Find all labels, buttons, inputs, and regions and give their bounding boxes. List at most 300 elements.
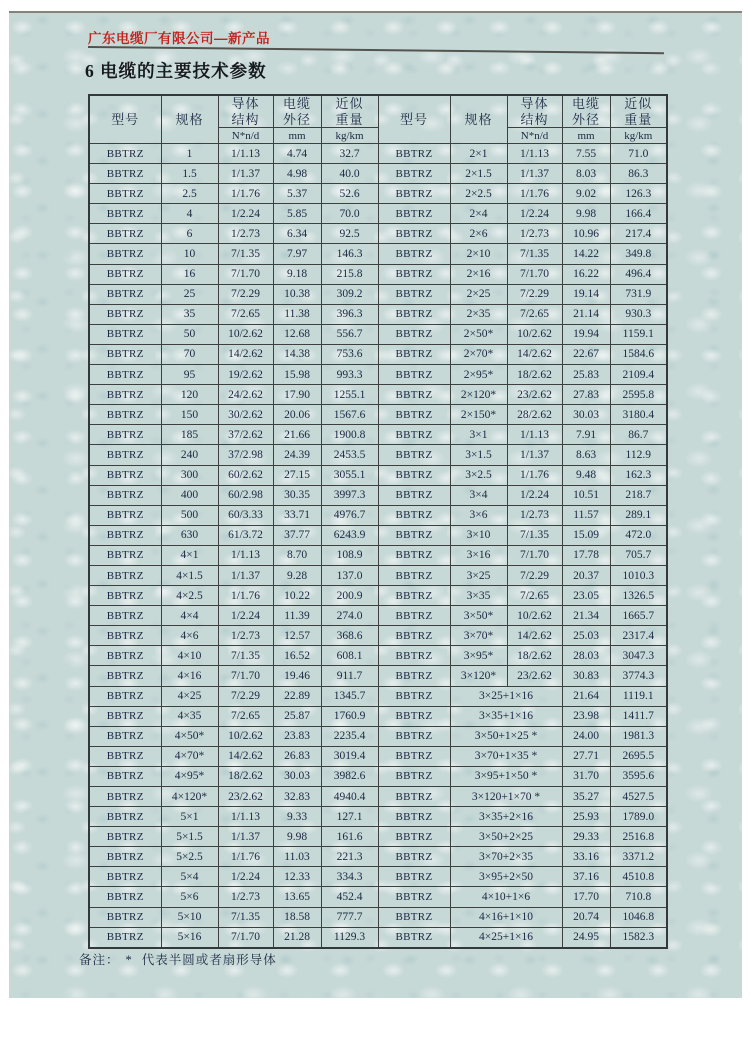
structure-cell: 7/2.65 xyxy=(507,304,562,324)
od-cell: 37.77 xyxy=(273,525,321,545)
table-row xyxy=(89,405,667,425)
model-cell: BBTRZ xyxy=(378,204,450,224)
od-cell: 6.34 xyxy=(273,224,321,244)
structure-cell: 1/1.13 xyxy=(218,545,273,565)
structure-cell: 30/2.62 xyxy=(218,405,273,425)
spec-cell: 5×6 xyxy=(161,887,218,907)
spec-cell: 4×1 xyxy=(161,545,218,565)
weight-cell: 1010.3 xyxy=(610,565,667,585)
table-row xyxy=(89,927,667,948)
model-cell: BBTRZ xyxy=(378,425,450,445)
od-cell: 27.83 xyxy=(562,385,610,405)
model-cell: BBTRZ xyxy=(378,847,450,867)
model-cell: BBTRZ xyxy=(378,184,450,204)
spec-cell: 3×35+2×16 xyxy=(450,807,562,827)
model-cell: BBTRZ xyxy=(89,766,161,786)
model-cell: BBTRZ xyxy=(378,365,450,385)
spec-cell: 3×10 xyxy=(450,525,507,545)
weight-cell: 496.4 xyxy=(610,264,667,284)
model-cell: BBTRZ xyxy=(89,686,161,706)
model-cell: BBTRZ xyxy=(378,385,450,405)
unit-od-right: mm xyxy=(562,128,610,144)
spec-cell: 4×10+1×6 xyxy=(450,887,562,907)
od-cell: 9.28 xyxy=(273,565,321,585)
table-row xyxy=(89,224,667,244)
model-cell: BBTRZ xyxy=(89,184,161,204)
structure-cell: 7/1.70 xyxy=(218,666,273,686)
structure-cell: 7/2.65 xyxy=(218,706,273,726)
structure-cell: 1/1.37 xyxy=(218,827,273,847)
model-cell: BBTRZ xyxy=(89,907,161,927)
unit-weight-left: kg/km xyxy=(321,128,378,144)
od-cell: 33.16 xyxy=(562,847,610,867)
weight-cell: 127.1 xyxy=(321,807,378,827)
table-row xyxy=(89,726,667,746)
table-row xyxy=(89,264,667,284)
table-row xyxy=(89,565,667,585)
weight-cell: 126.3 xyxy=(610,184,667,204)
spec-cell: 10 xyxy=(161,244,218,264)
table-row xyxy=(89,144,667,164)
structure-cell: 14/2.62 xyxy=(218,746,273,766)
weight-cell: 1582.3 xyxy=(610,927,667,948)
model-cell: BBTRZ xyxy=(89,204,161,224)
structure-cell: 60/2.98 xyxy=(218,485,273,505)
model-cell: BBTRZ xyxy=(89,505,161,525)
weight-cell: 3982.6 xyxy=(321,766,378,786)
spec-cell: 2×16 xyxy=(450,264,507,284)
od-cell: 17.78 xyxy=(562,545,610,565)
page-title: 6 电缆的主要技术参数 xyxy=(85,61,267,81)
od-cell: 32.83 xyxy=(273,787,321,807)
od-cell: 23.98 xyxy=(562,706,610,726)
model-cell: BBTRZ xyxy=(89,867,161,887)
cable-spec-table xyxy=(88,94,668,949)
od-cell: 23.83 xyxy=(273,726,321,746)
weight-cell: 3180.4 xyxy=(610,405,667,425)
od-cell: 27.15 xyxy=(273,465,321,485)
weight-cell: 309.2 xyxy=(321,284,378,304)
structure-cell: 7/2.65 xyxy=(218,304,273,324)
model-cell: BBTRZ xyxy=(378,626,450,646)
footnote xyxy=(79,950,277,968)
spec-cell: 500 xyxy=(161,505,218,525)
table-row xyxy=(89,385,667,405)
spec-cell: 2×4 xyxy=(450,204,507,224)
model-cell: BBTRZ xyxy=(89,565,161,585)
spec-cell: 2×25 xyxy=(450,284,507,304)
spec-cell: 3×120* xyxy=(450,666,507,686)
table-row xyxy=(89,465,667,485)
structure-cell: 28/2.62 xyxy=(507,405,562,425)
table-row xyxy=(89,867,667,887)
weight-cell: 911.7 xyxy=(321,666,378,686)
weight-cell: 274.0 xyxy=(321,606,378,626)
model-cell: BBTRZ xyxy=(378,706,450,726)
model-cell: BBTRZ xyxy=(378,686,450,706)
spec-cell: 4×50* xyxy=(161,726,218,746)
spec-cell: 5×10 xyxy=(161,907,218,927)
spec-cell: 3×35 xyxy=(450,586,507,606)
spec-cell: 5×2.5 xyxy=(161,847,218,867)
od-cell: 19.46 xyxy=(273,666,321,686)
od-cell: 11.39 xyxy=(273,606,321,626)
structure-cell: 1/2.73 xyxy=(218,626,273,646)
od-cell: 23.05 xyxy=(562,586,610,606)
weight-cell: 2695.5 xyxy=(610,746,667,766)
structure-cell: 7/1.70 xyxy=(218,264,273,284)
unit-weight-right: kg/km xyxy=(610,128,667,144)
weight-cell: 3997.3 xyxy=(321,485,378,505)
weight-cell: 1119.1 xyxy=(610,686,667,706)
od-cell: 7.97 xyxy=(273,244,321,264)
od-cell: 21.14 xyxy=(562,304,610,324)
spec-cell: 4×25 xyxy=(161,686,218,706)
weight-cell: 556.7 xyxy=(321,324,378,344)
structure-cell: 1/2.73 xyxy=(507,224,562,244)
weight-cell: 4940.4 xyxy=(321,787,378,807)
weight-cell: 215.8 xyxy=(321,264,378,284)
weight-cell: 472.0 xyxy=(610,525,667,545)
table-row xyxy=(89,184,667,204)
structure-cell: 7/1.35 xyxy=(218,907,273,927)
structure-cell: 7/1.70 xyxy=(218,927,273,948)
table-row xyxy=(89,827,667,847)
model-cell: BBTRZ xyxy=(378,565,450,585)
weight-cell: 705.7 xyxy=(610,545,667,565)
od-cell: 9.98 xyxy=(562,204,610,224)
spec-cell: 3×4 xyxy=(450,485,507,505)
table-row xyxy=(89,304,667,324)
weight-cell: 221.3 xyxy=(321,847,378,867)
weight-cell: 1584.6 xyxy=(610,344,667,364)
od-cell: 25.93 xyxy=(562,807,610,827)
spec-cell: 3×95* xyxy=(450,646,507,666)
spec-cell: 4×35 xyxy=(161,706,218,726)
od-cell: 21.34 xyxy=(562,606,610,626)
structure-cell: 1/1.76 xyxy=(218,586,273,606)
od-cell: 24.39 xyxy=(273,445,321,465)
structure-cell: 7/1.35 xyxy=(507,525,562,545)
structure-cell: 1/2.24 xyxy=(507,485,562,505)
od-cell: 8.70 xyxy=(273,545,321,565)
weight-cell: 993.3 xyxy=(321,365,378,385)
weight-cell: 6243.9 xyxy=(321,525,378,545)
model-cell: BBTRZ xyxy=(89,586,161,606)
od-cell: 12.33 xyxy=(273,867,321,887)
spec-cell: 4×10 xyxy=(161,646,218,666)
weight-cell: 40.0 xyxy=(321,164,378,184)
od-cell: 24.95 xyxy=(562,927,610,948)
od-cell: 22.67 xyxy=(562,344,610,364)
spec-cell: 25 xyxy=(161,284,218,304)
model-cell: BBTRZ xyxy=(89,224,161,244)
spec-cell: 5×16 xyxy=(161,927,218,948)
structure-cell: 7/1.35 xyxy=(507,244,562,264)
structure-cell: 1/1.13 xyxy=(507,144,562,164)
table-row xyxy=(89,365,667,385)
table-row xyxy=(89,706,667,726)
spec-cell: 4×1.5 xyxy=(161,565,218,585)
spec-cell: 2×70* xyxy=(450,344,507,364)
structure-cell: 7/2.29 xyxy=(507,284,562,304)
model-cell: BBTRZ xyxy=(89,807,161,827)
structure-cell: 23/2.62 xyxy=(218,787,273,807)
spec-cell: 3×1.5 xyxy=(450,445,507,465)
structure-cell: 19/2.62 xyxy=(218,365,273,385)
structure-cell: 1/2.24 xyxy=(218,204,273,224)
spec-cell: 3×50* xyxy=(450,606,507,626)
model-cell: BBTRZ xyxy=(378,324,450,344)
weight-cell: 218.7 xyxy=(610,485,667,505)
structure-cell: 7/2.29 xyxy=(218,284,273,304)
header-od-right: 电缆 外径 xyxy=(562,95,610,128)
spec-cell: 3×70+1×35 * xyxy=(450,746,562,766)
spec-cell: 50 xyxy=(161,324,218,344)
model-cell: BBTRZ xyxy=(89,144,161,164)
model-cell: BBTRZ xyxy=(378,445,450,465)
structure-cell: 37/2.98 xyxy=(218,445,273,465)
table-row xyxy=(89,787,667,807)
model-cell: BBTRZ xyxy=(89,164,161,184)
spec-cell: 1.5 xyxy=(161,164,218,184)
structure-cell: 18/2.62 xyxy=(218,766,273,786)
weight-cell: 777.7 xyxy=(321,907,378,927)
structure-cell: 10/2.62 xyxy=(507,606,562,626)
weight-cell: 710.8 xyxy=(610,887,667,907)
od-cell: 26.83 xyxy=(273,746,321,766)
od-cell: 4.98 xyxy=(273,164,321,184)
structure-cell: 7/1.35 xyxy=(218,646,273,666)
spec-cell: 70 xyxy=(161,344,218,364)
weight-cell: 1900.8 xyxy=(321,425,378,445)
od-cell: 10.38 xyxy=(273,284,321,304)
spec-cell: 3×95+1×50 * xyxy=(450,766,562,786)
header-spec-left: 规格 xyxy=(161,95,218,144)
weight-cell: 4976.7 xyxy=(321,505,378,525)
weight-cell: 930.3 xyxy=(610,304,667,324)
header-conductor-left: 导体 结构 xyxy=(218,95,273,128)
table-row xyxy=(89,887,667,907)
od-cell: 9.33 xyxy=(273,807,321,827)
spec-cell: 3×70* xyxy=(450,626,507,646)
model-cell: BBTRZ xyxy=(89,445,161,465)
structure-cell: 1/2.73 xyxy=(218,887,273,907)
od-cell: 30.03 xyxy=(273,766,321,786)
structure-cell: 10/2.62 xyxy=(507,324,562,344)
model-cell: BBTRZ xyxy=(89,405,161,425)
table-row xyxy=(89,586,667,606)
structure-cell: 1/1.76 xyxy=(507,184,562,204)
od-cell: 20.06 xyxy=(273,405,321,425)
model-cell: BBTRZ xyxy=(378,586,450,606)
od-cell: 20.74 xyxy=(562,907,610,927)
od-cell: 4.74 xyxy=(273,144,321,164)
weight-cell: 2235.4 xyxy=(321,726,378,746)
weight-cell: 137.0 xyxy=(321,565,378,585)
weight-cell: 166.4 xyxy=(610,204,667,224)
model-cell: BBTRZ xyxy=(378,766,450,786)
spec-cell: 4×2.5 xyxy=(161,586,218,606)
od-cell: 24.00 xyxy=(562,726,610,746)
model-cell: BBTRZ xyxy=(378,405,450,425)
spec-cell: 3×6 xyxy=(450,505,507,525)
structure-cell: 1/2.24 xyxy=(507,204,562,224)
table-head xyxy=(89,95,667,144)
model-cell: BBTRZ xyxy=(89,244,161,264)
weight-cell: 753.6 xyxy=(321,344,378,364)
structure-cell: 60/2.62 xyxy=(218,465,273,485)
model-cell: BBTRZ xyxy=(378,525,450,545)
od-cell: 31.70 xyxy=(562,766,610,786)
weight-cell: 1981.3 xyxy=(610,726,667,746)
model-cell: BBTRZ xyxy=(378,144,450,164)
structure-cell: 1/2.73 xyxy=(218,224,273,244)
structure-cell: 1/1.13 xyxy=(218,807,273,827)
header-weight-right: 近似 重量 xyxy=(610,95,667,128)
model-cell: BBTRZ xyxy=(378,344,450,364)
spec-cell: 2×120* xyxy=(450,385,507,405)
spec-cell: 3×120+1×70 * xyxy=(450,787,562,807)
structure-cell: 14/2.62 xyxy=(507,344,562,364)
weight-cell: 731.9 xyxy=(610,284,667,304)
weight-cell: 2516.8 xyxy=(610,827,667,847)
spec-cell: 3×16 xyxy=(450,545,507,565)
model-cell: BBTRZ xyxy=(378,224,450,244)
spec-cell: 4×16+1×10 xyxy=(450,907,562,927)
weight-cell: 1567.6 xyxy=(321,405,378,425)
od-cell: 8.03 xyxy=(562,164,610,184)
od-cell: 10.22 xyxy=(273,586,321,606)
od-cell: 27.71 xyxy=(562,746,610,766)
weight-cell: 334.3 xyxy=(321,867,378,887)
weight-cell: 396.3 xyxy=(321,304,378,324)
od-cell: 28.03 xyxy=(562,646,610,666)
od-cell: 12.68 xyxy=(273,324,321,344)
od-cell: 11.38 xyxy=(273,304,321,324)
spec-cell: 2×6 xyxy=(450,224,507,244)
od-cell: 29.33 xyxy=(562,827,610,847)
structure-cell: 7/1.35 xyxy=(218,244,273,264)
structure-cell: 10/2.62 xyxy=(218,726,273,746)
header-model-right: 型号 xyxy=(378,95,450,144)
model-cell: BBTRZ xyxy=(89,847,161,867)
structure-cell: 24/2.62 xyxy=(218,385,273,405)
weight-cell: 2109.4 xyxy=(610,365,667,385)
model-cell: BBTRZ xyxy=(89,726,161,746)
structure-cell: 18/2.62 xyxy=(507,646,562,666)
structure-cell: 23/2.62 xyxy=(507,385,562,405)
table-row xyxy=(89,686,667,706)
structure-cell: 7/1.70 xyxy=(507,545,562,565)
weight-cell: 1046.8 xyxy=(610,907,667,927)
model-cell: BBTRZ xyxy=(378,827,450,847)
spec-cell: 4×6 xyxy=(161,626,218,646)
spec-cell: 2×2.5 xyxy=(450,184,507,204)
weight-cell: 368.6 xyxy=(321,626,378,646)
model-cell: BBTRZ xyxy=(378,787,450,807)
spec-cell: 300 xyxy=(161,465,218,485)
od-cell: 33.71 xyxy=(273,505,321,525)
table-row xyxy=(89,244,667,264)
weight-cell: 2595.8 xyxy=(610,385,667,405)
od-cell: 16.22 xyxy=(562,264,610,284)
spec-cell: 185 xyxy=(161,425,218,445)
header-spec-right: 规格 xyxy=(450,95,507,144)
od-cell: 5.85 xyxy=(273,204,321,224)
model-cell: BBTRZ xyxy=(89,706,161,726)
weight-cell: 112.9 xyxy=(610,445,667,465)
spec-cell: 5×1 xyxy=(161,807,218,827)
spec-cell: 16 xyxy=(161,264,218,284)
weight-cell: 3595.6 xyxy=(610,766,667,786)
spec-cell: 4×4 xyxy=(161,606,218,626)
table-row xyxy=(89,606,667,626)
weight-cell: 349.8 xyxy=(610,244,667,264)
structure-cell: 7/1.70 xyxy=(507,264,562,284)
spec-cell: 3×2.5 xyxy=(450,465,507,485)
structure-cell: 1/1.76 xyxy=(218,184,273,204)
model-cell: BBTRZ xyxy=(378,726,450,746)
model-cell: BBTRZ xyxy=(89,827,161,847)
table-row xyxy=(89,344,667,364)
weight-cell: 1159.1 xyxy=(610,324,667,344)
structure-cell: 1/1.76 xyxy=(507,465,562,485)
spec-cell: 4×16 xyxy=(161,666,218,686)
structure-cell: 7/2.65 xyxy=(507,586,562,606)
spec-cell: 630 xyxy=(161,525,218,545)
structure-cell: 61/3.72 xyxy=(218,525,273,545)
spec-cell: 2×10 xyxy=(450,244,507,264)
header-weight-left: 近似 重量 xyxy=(321,95,378,128)
od-cell: 9.18 xyxy=(273,264,321,284)
od-cell: 8.63 xyxy=(562,445,610,465)
weight-cell: 1665.7 xyxy=(610,606,667,626)
spec-cell: 2.5 xyxy=(161,184,218,204)
header-od-left: 电缆 外径 xyxy=(273,95,321,128)
model-cell: BBTRZ xyxy=(378,485,450,505)
header-model-left: 型号 xyxy=(89,95,161,144)
spec-cell: 240 xyxy=(161,445,218,465)
model-cell: BBTRZ xyxy=(378,646,450,666)
od-cell: 12.57 xyxy=(273,626,321,646)
table-row xyxy=(89,324,667,344)
model-cell: BBTRZ xyxy=(378,244,450,264)
weight-cell: 146.3 xyxy=(321,244,378,264)
weight-cell: 70.0 xyxy=(321,204,378,224)
structure-cell: 1/2.73 xyxy=(507,505,562,525)
od-cell: 25.83 xyxy=(562,365,610,385)
model-cell: BBTRZ xyxy=(89,746,161,766)
spec-cell: 2×95* xyxy=(450,365,507,385)
table-row xyxy=(89,284,667,304)
od-cell: 14.38 xyxy=(273,344,321,364)
spec-cell: 400 xyxy=(161,485,218,505)
weight-cell: 2453.5 xyxy=(321,445,378,465)
spec-cell: 3×70+2×35 xyxy=(450,847,562,867)
od-cell: 16.52 xyxy=(273,646,321,666)
model-cell: BBTRZ xyxy=(378,545,450,565)
model-cell: BBTRZ xyxy=(378,807,450,827)
od-cell: 7.55 xyxy=(562,144,610,164)
header-conductor-right: 导体 结构 xyxy=(507,95,562,128)
unit-conductor-left: N*n/d xyxy=(218,128,273,144)
weight-cell: 289.1 xyxy=(610,505,667,525)
spec-cell: 3×25 xyxy=(450,565,507,585)
spec-cell: 2×50* xyxy=(450,324,507,344)
asterisk-symbol: * xyxy=(125,953,132,967)
table-body xyxy=(89,144,667,948)
